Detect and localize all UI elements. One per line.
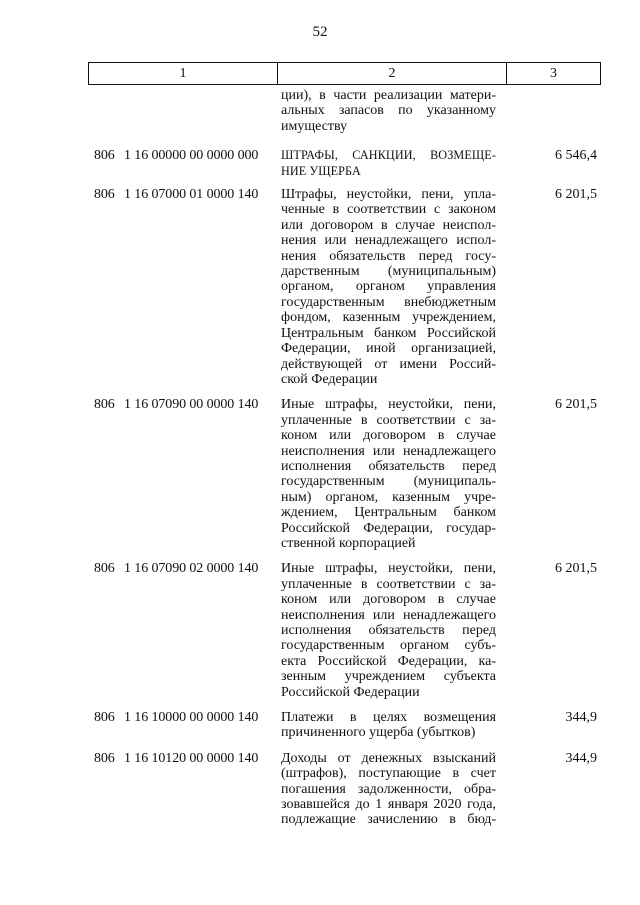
code-cell [88,148,277,179]
description-line: нения или ненадлежащего испол- [281,233,496,249]
description-line: погашения задолженности, обра- [281,781,496,797]
amount-cell: 344,9 [565,750,597,766]
amount-cell: 6 201,5 [555,397,597,413]
table-row [88,187,601,387]
description-line: ждением, Центральным банком [281,505,496,521]
budget-code: 1 16 07090 00 0000 140 [124,397,259,413]
description-line: альных запасов по указанному [281,103,496,119]
budget-code: 1 16 00000 00 0000 000 [124,148,259,164]
table-row [88,397,601,551]
description-line: Иные штрафы, неустойки, пени, [281,561,496,577]
code-cell [88,88,277,134]
description-cell [277,187,506,387]
description-line: (штрафов), поступающие в счет [281,766,496,782]
description-line: коном или договором в случае [281,428,496,444]
description-line: имуществу [281,118,348,134]
description-line: уплаченные в соответствии с за- [281,576,496,592]
budget-code: 1 16 07000 01 0000 140 [124,187,259,203]
admin-code: 806 [94,187,115,203]
header-col-2: 2 [278,63,507,84]
description-line: ской Федерации [281,371,378,387]
table-row [88,751,601,828]
description-line: ным) органом, казенным учре- [281,489,496,505]
description-line: государственным (муниципаль- [281,474,496,490]
description-line: органом, органом управления [281,279,496,295]
description-line: екта Российской Федерации, ка- [281,653,496,669]
description-line: Федерации, иной организацией, [281,341,496,357]
budget-code: 1 16 10000 00 0000 140 [124,710,259,726]
description-cell [277,561,506,700]
description-line: исполнения обязательств перед [281,623,496,638]
table-row [88,148,601,179]
page-number: 52 [312,24,328,40]
amount-cell: 344,9 [565,710,597,726]
header-col-3: 3 [550,65,557,81]
description-line: неисполнения или ненадлежащего [281,607,496,623]
description-line: ченные в соответствии с законом [281,202,496,218]
amount-cell: 6 201,5 [555,561,597,577]
description-line: Российской Федерации, государ- [281,520,496,536]
admin-code: 806 [94,148,115,164]
amount-cell: 6 201,5 [555,187,597,203]
description-cell [277,751,506,828]
code-cell [88,561,277,700]
description-line: фондом, казенным учреждением, [281,310,496,326]
description-line: действующей от имени Россий- [281,356,496,372]
description-line: Центральным банком Российской [281,325,496,341]
description-cell [277,710,506,741]
description-line: Российской Федерации [281,684,420,700]
admin-code: 806 [94,561,115,577]
description-line: Иные штрафы, неустойки, пени, [281,397,496,413]
description-line: Платежи в целях возмещения [281,710,496,726]
description-line: подлежащие зачислению в бюд- [281,812,496,828]
description-line: Доходы от денежных взысканий [281,750,496,766]
description-line: зовавшейся до 1 января 2020 года, [281,797,496,813]
table-row [88,561,601,700]
description-line: ственной корпорацией [281,535,416,551]
budget-code: 1 16 10120 00 0000 140 [124,750,259,766]
description-line: дарственным (муниципальным) [281,264,496,280]
description-line: государственным органом субъ- [281,638,496,654]
table-row-continuation [88,88,601,134]
description-line: зенным учреждением субъекта [281,669,496,685]
table-row [88,710,601,741]
code-cell [88,710,277,741]
description-line: Штрафы, неустойки, пени, упла- [281,187,496,203]
description-line: коном или договором в случае [281,592,496,608]
admin-code: 806 [94,710,115,726]
description-line: неисполнения или ненадлежащего [281,443,496,459]
amount-cell: 6 546,4 [555,148,597,164]
amount-cell [506,88,601,134]
description-line: ции), в части реализации матери- [281,88,496,103]
description-line: причиненного ущерба (убытков) [281,725,476,741]
admin-code: 806 [94,397,115,413]
description-line: исполнения обязательств перед [281,458,496,474]
code-cell [88,397,277,551]
description-cell [277,88,506,134]
description-line: НИЕ УЩЕРБА [281,163,361,178]
description-line: уплаченные в соответствии с за- [281,412,496,428]
description-line: нения обязательств перед госу- [281,248,496,264]
description-line: ШТРАФЫ, САНКЦИИ, ВОЗМЕЩЕ- [281,148,496,163]
table-header [88,62,601,85]
table-body [88,85,601,828]
budget-code: 1 16 07090 02 0000 140 [124,561,259,577]
header-col-1: 1 [89,63,278,84]
code-cell [88,751,277,828]
code-cell [88,187,277,387]
description-line: государственным внебюджетным [281,294,496,310]
admin-code: 806 [94,750,115,766]
description-cell [277,148,506,179]
description-line: или договором в случае неиспол- [281,217,496,233]
description-cell [277,397,506,551]
